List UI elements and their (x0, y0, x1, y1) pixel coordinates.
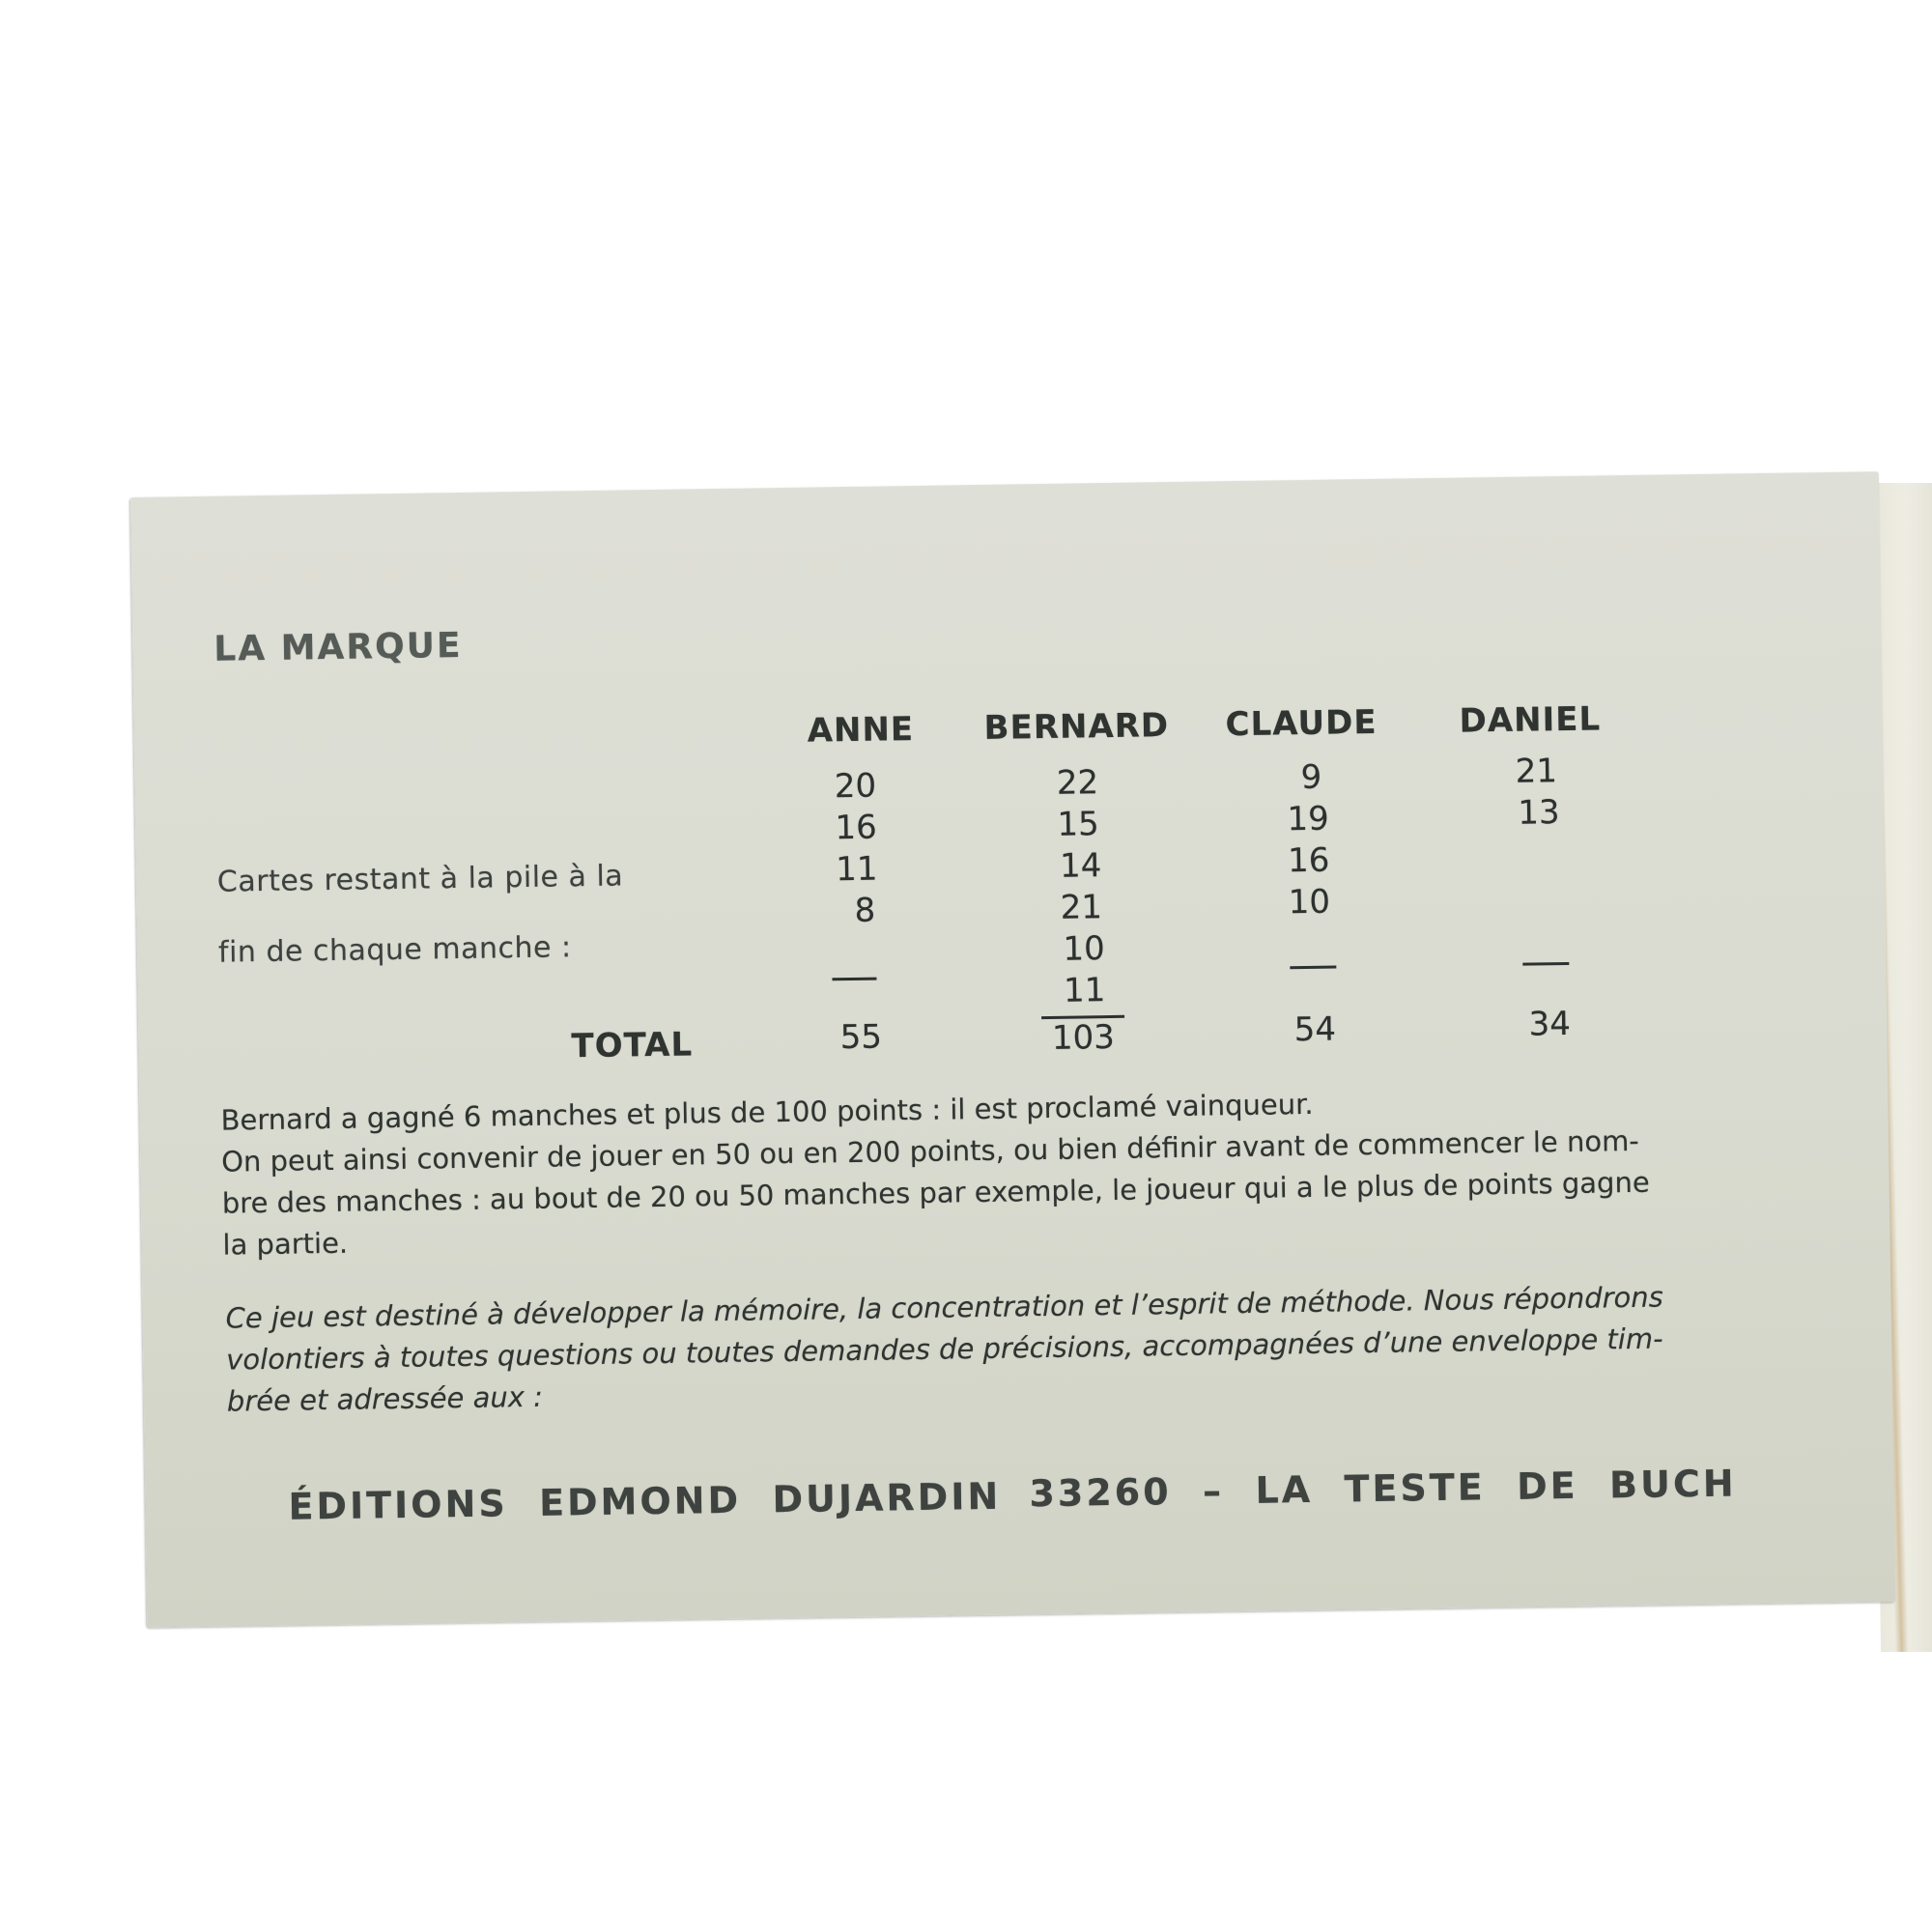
player-header-claude: CLAUDE (1225, 702, 1378, 745)
result-line-4: la partie. (222, 1226, 349, 1262)
section-title: LA MARQUE (213, 625, 463, 669)
score-claude-2: 19 (1287, 799, 1329, 839)
row-label-line2: fin de chaque manche : (217, 930, 572, 970)
score-claude-3: 16 (1287, 840, 1330, 881)
score-bernard-6: 11 (1063, 971, 1106, 1010)
score-bernard-4: 21 (1060, 888, 1103, 927)
score-bernard-1: 22 (1056, 763, 1099, 803)
player-header-bernard: BERNARD (983, 706, 1170, 748)
total-anne: 55 (839, 1017, 883, 1058)
score-daniel-2: 13 (1518, 793, 1560, 833)
publisher-name: ÉDITIONS EDMOND DUJARDIN (288, 1474, 1002, 1528)
score-bernard-2: 15 (1057, 805, 1100, 844)
about-line-1: Ce jeu est destiné à développer la mémoire, la concentration et l’esprit de méthode. Nous répondrons (225, 1280, 1664, 1335)
result-line-3: bre des manches : au bout de 20 ou 50 manches par exemple, le joueur qui a le plus de points gagne (221, 1165, 1650, 1220)
result-line-2: On peut ainsi convenir de jouer en 50 ou en 200 points, ou bien définir avant de commencer le nom- (220, 1123, 1640, 1179)
about-paragraph (225, 1275, 1792, 1423)
result-line-1: Bernard a gagné 6 manches et plus de 100 points : il est proclamé vainqueur. (220, 1087, 1314, 1137)
total-daniel: 34 (1528, 1004, 1572, 1044)
score-daniel-1: 21 (1515, 752, 1558, 791)
score-claude-4: 10 (1288, 882, 1331, 923)
sum-rule-daniel (1522, 962, 1569, 966)
about-line-2: volontiers à toutes questions ou toutes demandes de précisions, accompagnées d’une enveloppe tim- (226, 1321, 1663, 1377)
score-bernard-3: 14 (1059, 846, 1102, 886)
total-claude: 54 (1293, 1009, 1337, 1050)
row-label-line1: Cartes restant à la pile à la (216, 859, 624, 899)
result-paragraph (220, 1077, 1787, 1266)
player-header-anne: ANNE (807, 709, 915, 751)
score-anne-1: 20 (834, 766, 877, 807)
sum-rule-claude (1290, 966, 1336, 970)
total-label: TOTAL (571, 1025, 694, 1066)
score-bernard-5: 10 (1063, 929, 1105, 969)
total-bernard: 103 (1051, 1017, 1116, 1058)
score-anne-3: 11 (835, 849, 878, 890)
sum-rule-anne (832, 978, 876, 981)
publisher-address: 33260 – LA TESTE DE BUCH (1029, 1462, 1737, 1516)
score-anne-4: 8 (854, 891, 876, 930)
score-claude-1: 9 (1300, 757, 1322, 798)
about-line-3: brée et adressée aux : (226, 1379, 544, 1418)
score-anne-2: 16 (835, 808, 878, 848)
leaflet-page (130, 471, 1895, 1628)
player-header-daniel: DANIEL (1459, 699, 1602, 741)
